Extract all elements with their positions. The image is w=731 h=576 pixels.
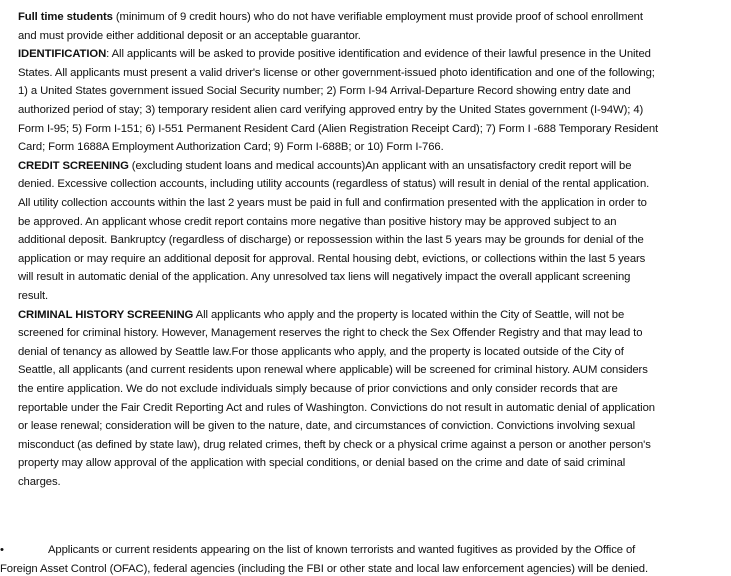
criminal-line-6: reportable under the Fair Credit Reporting Act and rules of Washington. Convictions do not result in automatic denial of application [18, 401, 655, 414]
credit-line-8: result. [18, 290, 49, 302]
criminal-line-7: or lease renewal; consideration will be given to the nature, date, and circumstances of conviction. Convictions involving sexual [18, 420, 636, 433]
ofac-bullet-line-1: • Applicants or current residents appearing on the list of known terrorists and wanted fugitives as provided by the Office of [0, 541, 712, 560]
credit-line-7: will result in automatic denial of the application. Any unresolved tax liens will negatively impact the overall applicant screening [18, 271, 631, 284]
criminal-line-10: charges. [18, 476, 61, 488]
credit-line-4: be approved. An applicant whose credit report contains more negative than positive history may be approved subject to an [18, 215, 617, 228]
students-heading: Full time students [18, 11, 113, 23]
students-line-1: Full time students (minimum of 9 credit hours) who do not have verifiable employment must provide proof of school enrollment [18, 11, 643, 23]
identification-line-2: States. All applicants must present a valid driver's license or other government-issued photo identification and one of the following; [18, 66, 655, 79]
criminal-line-3: denial of tenancy as allowed by Seattle law.For those applicants who apply, and the property is located outside of the City of [18, 345, 624, 358]
identification-heading: IDENTIFICATION [18, 48, 107, 61]
criminal-line-8: misconduct (as defined by state law), drug related crimes, theft by check or a physical crime against a person or another person's [18, 438, 651, 451]
ofac-bullet-line-2: Foreign Asset Control (OFAC), federal agencies (including the FBI or other state and local law enforcement agencies) will be denied. [0, 562, 649, 575]
criminal-line-1: CRIMINAL HISTORY SCREENING All applicants who apply and the property is located within the City of Seattle, will not be [18, 308, 625, 321]
bullet-marker: • [0, 544, 4, 556]
credit-line-3: All utility collection accounts within the last 2 years must be paid in full and confirmation presented with the application in order to [18, 197, 647, 209]
identification-line-5: Form I-95; 5) Form I-151; 6) I-551 Permanent Resident Card (Alien Registration Receipt Card); 7) Form I -688 Temporary Resident [18, 122, 659, 135]
criminal-line-2: screened for criminal history. However, Management reserves the right to check the Sex Offender Registry and that may lead to [18, 327, 643, 340]
identification-line-6: Card; Form 1688A Employment Authorization Card; 9) Form I-688B; or 10) Form I-766. [18, 141, 444, 154]
criminal-heading: CRIMINAL HISTORY SCREENING [18, 308, 194, 321]
identification-line-1: IDENTIFICATION: All applicants will be asked to provide positive identification and evidence of their lawful presence in the United [18, 48, 651, 61]
identification-line-3: 1) a United States government issued Social Security number; 2) Form I-94 Arrival-Departure Record showing entry date and [18, 85, 631, 98]
credit-line-6: application or may require an additional deposit for approval. Rental housing debt, evictions, or collections within the last 5 years [18, 252, 646, 265]
credit-heading: CREDIT SCREENING [18, 159, 129, 172]
credit-line-1: CREDIT SCREENING (excluding student loans and medical accounts)An applicant with an unsatisfactory credit report will be [18, 159, 632, 172]
students-line-2: and must provide either additional deposit or an acceptable guarantor. [18, 29, 361, 42]
criminal-line-5: the entire application. We do not exclude individuals simply because of prior convictions and only consider records that are [18, 383, 618, 395]
credit-line-5: additional deposit. Bankruptcy (regardless of discharge) or repossession within the last 5 years may be grounds for denial of the [18, 234, 644, 247]
identification-line-4: authorized period of stay; 3) temporary resident alien card verifying approved entry by the United States government (I-94W); 4) [18, 104, 644, 116]
credit-line-2: denied. Excessive collection accounts, including utility accounts (regardless of status) will result in denial of the rental application. [18, 178, 650, 191]
criminal-line-4: Seattle, all applicants (and current residents upon renewal where applicable) will be screened for criminal history. AUM considers [18, 364, 648, 377]
criminal-line-9: property may allow approval of the application with special conditions, or denial based on the crime and date of said criminal [18, 457, 626, 470]
